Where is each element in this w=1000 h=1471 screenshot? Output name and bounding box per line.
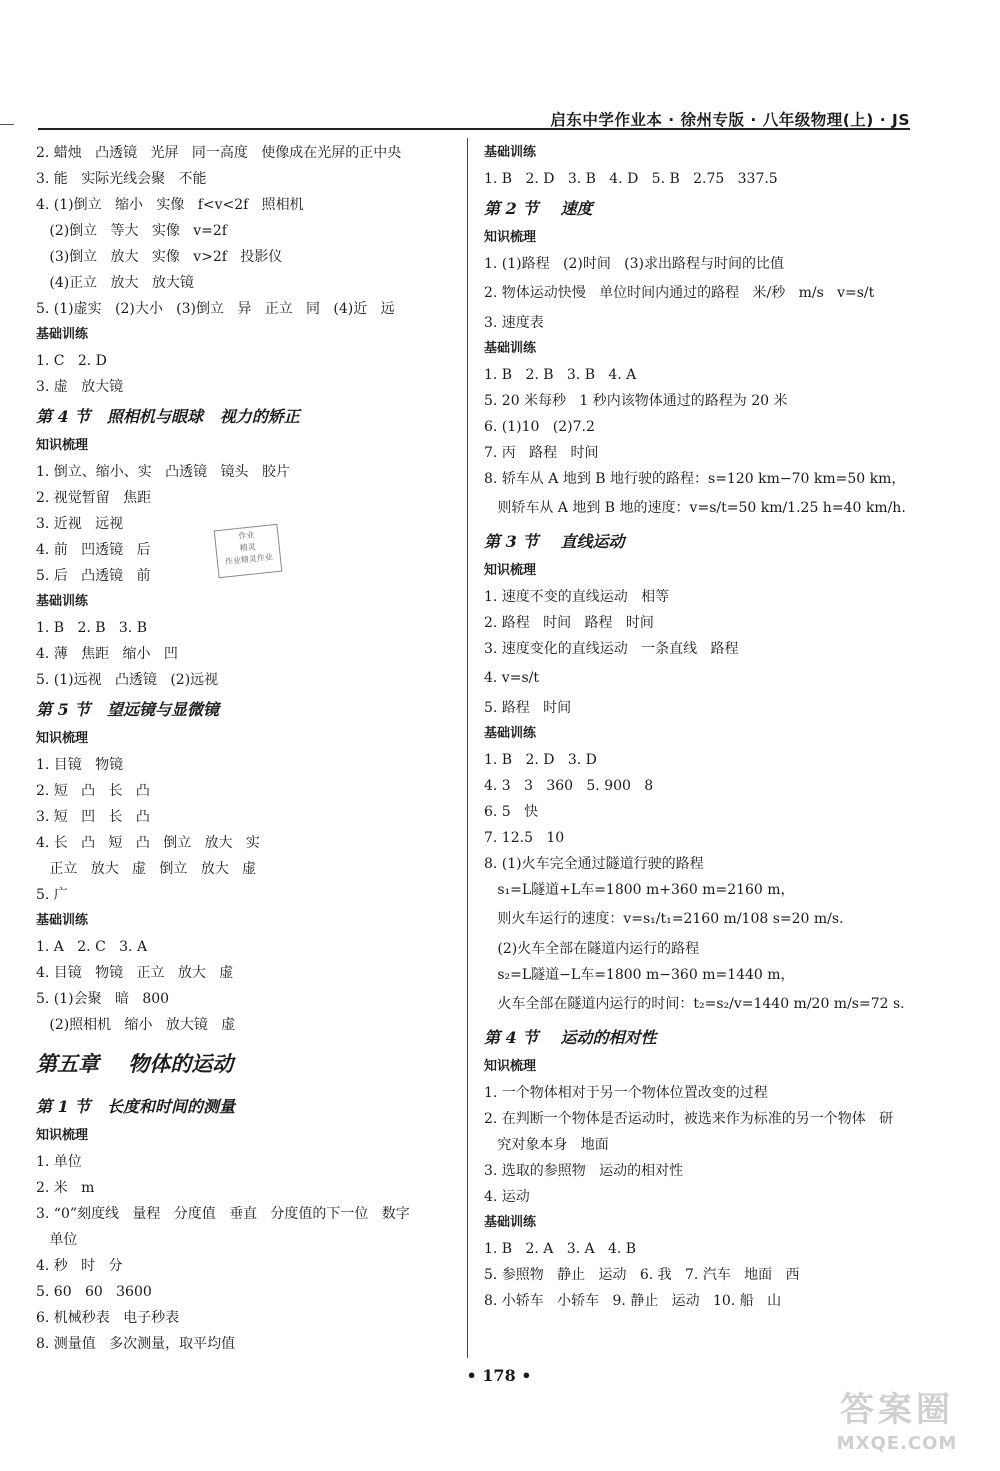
page-header: 启东中学作业本 · 徐州专版 · 八年级物理(上) · JS (550, 111, 910, 129)
answer-line: 1. 速度不变的直线运动 相等 (484, 589, 670, 605)
margin-mark (0, 124, 14, 125)
section-title: 第 4 节 照相机与眼球 视力的矫正 (36, 407, 300, 426)
answer-line: s₂=L隧道−L车=1800 m−360 m=1440 m， (484, 967, 795, 983)
answer-line: 5. 广 (36, 887, 68, 903)
answer-line: 5. (1)会聚 暗 800 (36, 991, 170, 1007)
answer-line: 1. B 2. D 3. D (484, 752, 597, 768)
subsection-label: 基础训练 (484, 341, 537, 356)
subsection-label: 知识梳理 (36, 438, 89, 453)
answer-line: 6. 机械秒表 电子秒表 (36, 1310, 180, 1326)
answer-line: 2. 在判断一个物体是否运动时，被选来作为标准的另一个物体 研 (484, 1111, 894, 1127)
answer-line: 4. 运动 (484, 1189, 530, 1205)
section-title: 第 4 节 运动的相对性 (484, 1028, 657, 1047)
answer-line: 3. 虚 放大镜 (36, 379, 124, 395)
left-column (36, 140, 456, 1357)
subsection-label: 知识梳理 (484, 1059, 537, 1074)
answer-line: 1. B 2. B 3. B 4. A (484, 367, 637, 383)
subsection-label: 知识梳理 (36, 731, 89, 746)
section-title: 第 1 节 长度和时间的测量 (36, 1097, 235, 1116)
answer-line: 1. 单位 (36, 1154, 82, 1170)
chapter-title: 第五章 物体的运动 (36, 1051, 234, 1076)
subsection-label: 基础训练 (484, 145, 537, 160)
answer-line: 5. 路程 时间 (484, 700, 572, 716)
answer-line: 究对象本身 地面 (484, 1137, 609, 1153)
answer-line: 3. 近视 远视 (36, 516, 124, 532)
answer-line: 5. (1)虚实 (2)大小 (3)倒立 异 正立 同 (4)近 远 (36, 301, 395, 317)
answer-line: 4. 前 凹透镜 后 (36, 542, 151, 558)
answer-line: 5. 60 60 3600 (36, 1284, 152, 1300)
answer-line: (2)火车全部在隧道内运行的路程 (484, 941, 700, 957)
column-divider (467, 138, 468, 1358)
answer-line: (4)正立 放大 放大镜 (36, 275, 194, 291)
answer-line: 7. 丙 路程 时间 (484, 445, 599, 461)
answer-line: 1. B 2. D 3. B 4. D 5. B 2.75 337.5 (484, 171, 778, 187)
subsection-label: 知识梳理 (484, 230, 537, 245)
stamp-line: 精灵 (239, 542, 257, 553)
section-title: 第 3 节 直线运动 (484, 532, 625, 551)
stamp-line: 作业精灵作业 (224, 552, 274, 567)
answer-line: 4. 秒 时 分 (36, 1258, 123, 1274)
answer-line: 6. 5 快 (484, 804, 539, 820)
answer-line: 1. 一个物体相对于另一个物体位置改变的过程 (484, 1085, 768, 1101)
watermark-text: 答案圈 (840, 1390, 954, 1430)
right-column (484, 140, 924, 1314)
answer-line: 5. (1)远视 凸透镜 (2)远视 (36, 672, 219, 688)
answer-line: 1. (1)路程 (2)时间 (3)求出路程与时间的比值 (484, 256, 785, 272)
answer-line: 则火车运行的速度：v=s₁/t₁=2160 m/108 s=20 m/s. (484, 911, 844, 927)
answer-line: 4. 目镜 物镜 正立 放大 虚 (36, 965, 234, 981)
answer-line: 单位 (36, 1232, 78, 1248)
answer-line: 3. “0”刻度线 量程 分度值 垂直 分度值的下一位 数字 (36, 1206, 410, 1222)
answer-line: 2. 米 m (36, 1180, 95, 1196)
answer-line: 8. 轿车从 A 地到 B 地行驶的路程：s=120 km−70 km=50 km， (484, 471, 906, 487)
answer-line: 3. 短 凹 长 凸 (36, 809, 150, 825)
answer-line: 1. 目镜 物镜 (36, 757, 124, 773)
subsection-label: 知识梳理 (36, 1128, 89, 1143)
answer-line: 8. (1)火车完全通过隧道行驶的路程 (484, 856, 704, 872)
answer-line: 6. (1)10 (2)7.2 (484, 419, 595, 435)
subsection-label: 基础训练 (36, 594, 89, 609)
answer-line: 2. 视觉暂留 焦距 (36, 490, 152, 506)
header-divider (38, 128, 910, 130)
answer-line: 正立 放大 虚 倒立 放大 虚 (36, 861, 257, 877)
page-number: • 178 • (466, 1366, 532, 1385)
answer-line: 1. B 2. A 3. A 4. B (484, 1241, 637, 1257)
answer-line: 5. 后 凸透镜 前 (36, 568, 151, 584)
answer-line: 8. 小轿车 小轿车 9. 静止 运动 10. 船 山 (484, 1293, 782, 1309)
answer-line: 1. B 2. B 3. B (36, 620, 147, 636)
answer-line: 1. C 2. D (36, 353, 107, 369)
answer-line: (2)照相机 缩小 放大镜 虚 (36, 1017, 236, 1033)
stamp-line: 作业 (237, 530, 255, 541)
answer-line: s₁=L隧道+L车=1800 m+360 m=2160 m， (484, 882, 795, 898)
answer-line: 4. 薄 焦距 缩小 凹 (36, 646, 178, 662)
answer-line: 则轿车从 A 地到 B 地的速度：v=s/t=50 km/1.25 h=40 km/h. (484, 500, 906, 516)
answer-line: 7. 12.5 10 (484, 830, 565, 846)
answer-line: 3. 速度变化的直线运动 一条直线 路程 (484, 641, 739, 657)
subsection-label: 基础训练 (484, 1215, 537, 1230)
answer-line: 3. 选取的参照物 运动的相对性 (484, 1163, 684, 1179)
answer-line: 2. 路程 时间 路程 时间 (484, 615, 654, 631)
watermark-logo (822, 1388, 972, 1463)
subsection-label: 知识梳理 (484, 563, 537, 578)
answer-line: 4. 长 凸 短 凸 倒立 放大 实 (36, 835, 260, 851)
answer-line: (2)倒立 等大 实像 v=2f (36, 223, 227, 239)
answer-line: 3. 速度表 (484, 315, 544, 331)
answer-line: 1. A 2. C 3. A (36, 939, 148, 955)
stamp-image (214, 524, 283, 578)
answer-line: 8. 测量值 多次测量，取平均值 (36, 1336, 236, 1352)
section-title: 第 5 节 望远镜与显微镜 (36, 700, 219, 719)
subsection-label: 基础训练 (36, 913, 89, 928)
subsection-label: 基础训练 (36, 327, 89, 342)
answer-line: 5. 20 米每秒 1 秒内该物体通过的路程为 20 米 (484, 393, 788, 409)
answer-line: 1. 倒立、缩小、实 凸透镜 镜头 胶片 (36, 464, 290, 480)
answer-line: 4. v=s/t (484, 670, 539, 686)
subsection-label: 基础训练 (484, 726, 537, 741)
answer-line: 2. 物体运动快慢 单位时间内通过的路程 米/秒 m/s v=s/t (484, 285, 875, 301)
answer-line: 2. 蜡烛 凸透镜 光屏 同一高度 使像成在光屏的正中央 (36, 145, 402, 161)
answer-line: 4. (1)倒立 缩小 实像 f<v<2f 照相机 (36, 197, 304, 213)
answer-line: 火车全部在隧道内运行的时间：t₂=s₂/v=1440 m/20 m/s=72 s. (484, 996, 905, 1012)
answer-line: 2. 短 凸 长 凸 (36, 783, 150, 799)
section-title: 第 2 节 速度 (484, 199, 593, 218)
answer-line: 4. 3 3 360 5. 900 8 (484, 778, 654, 794)
answer-line: 3. 能 实际光线会聚 不能 (36, 171, 207, 187)
watermark-url: MXQE.COM (836, 1433, 958, 1454)
answer-line: (3)倒立 放大 实像 v>2f 投影仪 (36, 249, 283, 265)
answer-line: 5. 参照物 静止 运动 6. 我 7. 汽车 地面 西 (484, 1267, 800, 1283)
